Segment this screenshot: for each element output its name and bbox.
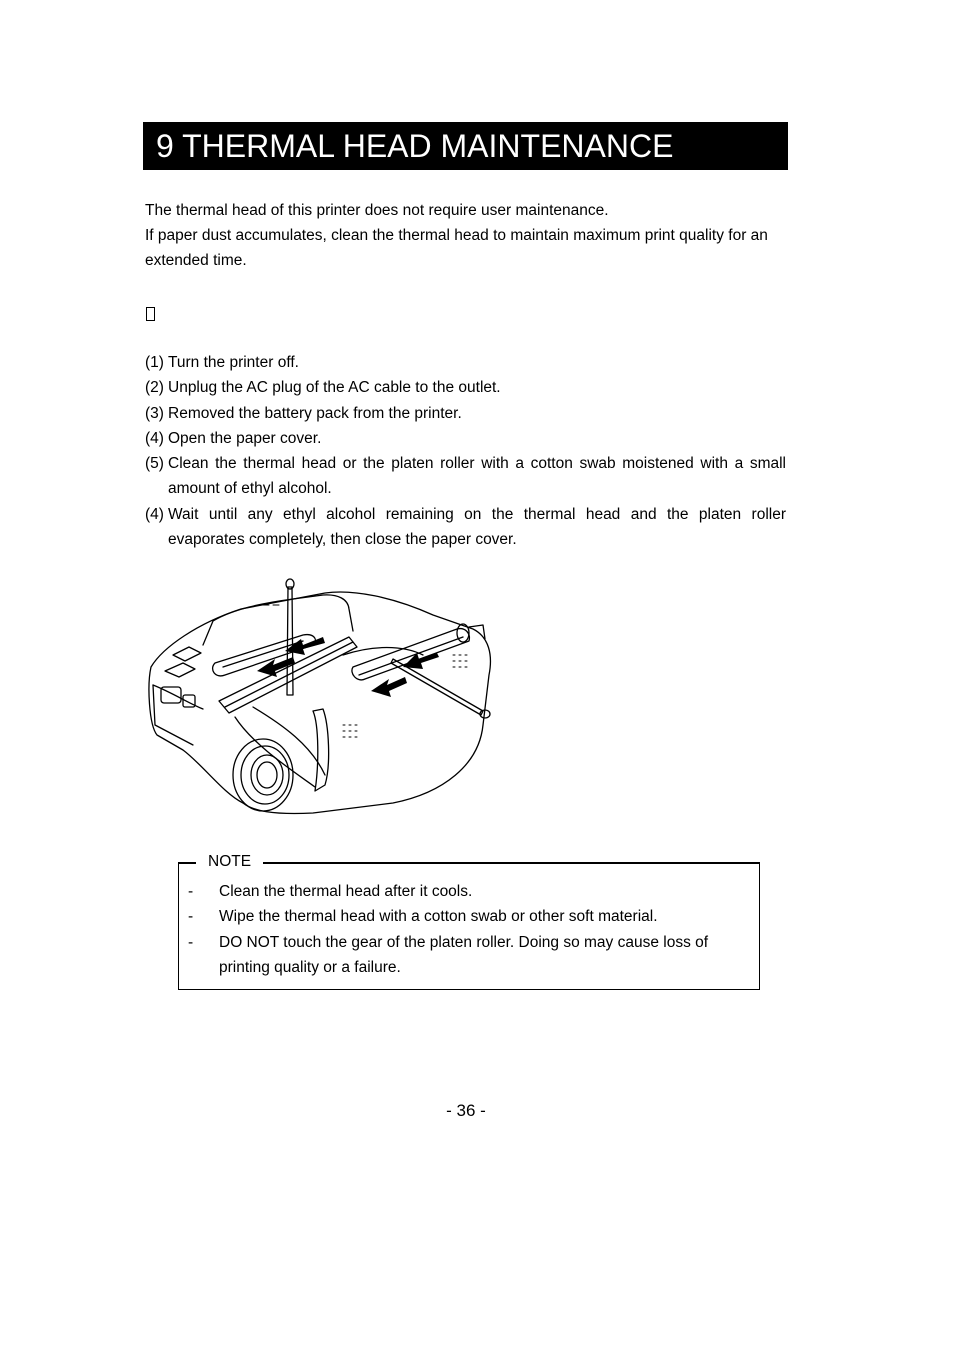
note-list <box>188 879 748 980</box>
printer-cleaning-illustration <box>143 575 503 825</box>
step-number: (4) <box>145 505 164 523</box>
note-text: Clean the thermal head after it cools. <box>219 883 473 900</box>
note-item <box>188 930 748 981</box>
intro-line-2: If paper dust accumulates, clean the thermal head to maintain maximum print quality for an extended time. <box>145 227 768 269</box>
note-item <box>188 879 748 904</box>
note-item <box>188 904 748 929</box>
step-item <box>145 502 786 553</box>
page-number: - 36 - <box>446 1101 486 1120</box>
step-text: Wait until any ethyl alcohol remaining on the thermal head and the platen roller evaporates completely, then close the paper cover. <box>168 505 786 549</box>
step-number: (2) <box>145 379 164 397</box>
step-text: Open the paper cover. <box>168 429 322 447</box>
step-item <box>145 426 786 451</box>
note-label: NOTE <box>196 852 263 872</box>
step-item <box>145 451 786 502</box>
step-text: Removed the battery pack from the printer. <box>168 404 462 422</box>
note-bullet: - <box>188 883 194 900</box>
step-number: (5) <box>145 455 164 473</box>
note-bullet: - <box>188 908 194 926</box>
missing-glyph-icon <box>146 307 155 321</box>
note-text: Wipe the thermal head with a cotton swab or other soft material. <box>219 908 658 926</box>
note-text: DO NOT touch the gear of the platen roller. Doing so may cause loss of printing quality or a failure. <box>219 933 709 976</box>
step-number: (1) <box>145 354 164 371</box>
step-text: Clean the thermal head or the platen roller with a cotton swab moistened with a small amount of ethyl alcohol. <box>168 455 786 498</box>
procedure-steps <box>145 350 786 552</box>
note-bullet: - <box>188 933 194 951</box>
step-item <box>145 401 786 426</box>
step-item <box>145 350 786 375</box>
step-text: Unplug the AC plug of the AC cable to the outlet. <box>168 379 501 397</box>
intro-paragraph <box>145 198 790 273</box>
section-title: 9 THERMAL HEAD MAINTENANCE <box>143 122 788 170</box>
step-text: Turn the printer off. <box>168 354 299 371</box>
step-number: (4) <box>145 429 164 447</box>
intro-line-1: The thermal head of this printer does not require user maintenance. <box>145 202 609 219</box>
step-number: (3) <box>145 404 164 422</box>
step-item <box>145 375 786 400</box>
